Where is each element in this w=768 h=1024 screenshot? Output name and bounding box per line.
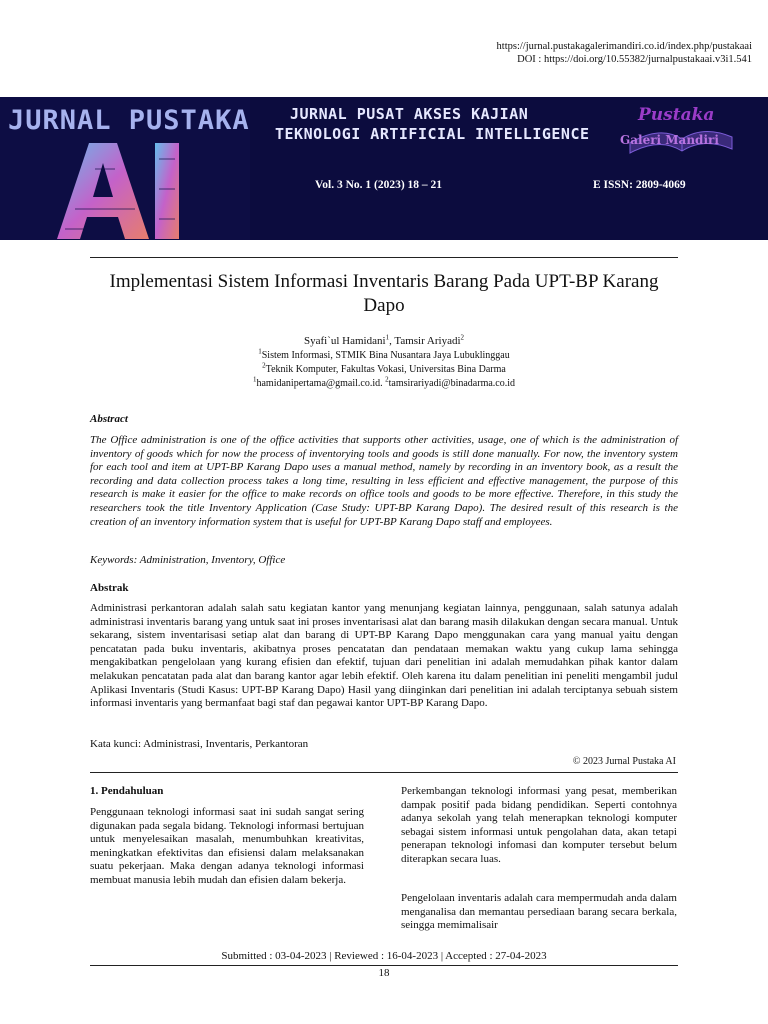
page-number: 18 <box>378 967 390 979</box>
author-1: Syafi`ul Hamidani <box>303 335 386 347</box>
affil-2-sup: 2 <box>262 361 266 370</box>
submission-dates: Submitted : 03-04-2023 | Reviewed : 16-04-2023 | Accepted : 27-04-2023 <box>221 950 547 962</box>
title-line-1: Implementasi Sistem Informasi Inventaris Barang Pada UPT-BP Karang <box>109 271 659 292</box>
email-2[interactable]: tamsirariyadi@binadarma.co.id <box>388 378 515 389</box>
title-line-2: Dapo <box>363 295 405 316</box>
copyright-notice: © 2023 Jurnal Pustaka AI <box>572 756 676 767</box>
affil-1-sup: 1 <box>258 347 262 356</box>
banner-subtitle-1: JURNAL PUSAT AKSES KAJIAN <box>290 105 529 123</box>
journal-banner <box>0 97 768 240</box>
author-separator: , <box>389 335 395 347</box>
abstract-heading: Abstract <box>90 413 128 425</box>
footer-rule <box>90 965 678 966</box>
abstract-keywords: Keywords: Administration, Inventory, Office <box>90 554 286 566</box>
ai-letters: AI <box>55 139 57 140</box>
section-1-right-paragraph-2: Pengelolaan inventaris adalah cara mempermudah anda dalam menganalisa dan memantau persediaan barang secara berkala, seingga memimalisair <box>401 892 677 932</box>
email-1[interactable]: hamidanipertama@gmail.co.id. <box>256 378 383 389</box>
affil-1-text: Sistem Informasi, STMIK Bina Nusantara Jaya Lubuklinggau <box>261 350 510 361</box>
author-1-sup: 1 <box>385 333 390 342</box>
author-line <box>90 334 678 348</box>
doi-link[interactable]: DOI : https://doi.org/10.55382/jurnalpustakaai.v3i1.541 <box>517 54 752 65</box>
journal-name: JURNAL PUSTAKA <box>8 105 250 136</box>
author-emails <box>90 377 678 391</box>
email-2-sup: 2 <box>385 375 389 384</box>
author-2-sup: 2 <box>460 333 465 342</box>
abstrak-keywords: Kata kunci: Administrasi, Inventaris, Perkantoran <box>90 738 309 750</box>
section-1-heading: 1. Pendahuluan <box>90 785 164 797</box>
author-2: Tamsir Ariyadi <box>394 335 461 347</box>
issn-info: E ISSN: 2809-4069 <box>593 179 686 191</box>
journal-url[interactable]: https://jurnal.pustakagalerimandiri.co.id/index.php/pustakaai <box>496 41 752 52</box>
volume-info: Vol. 3 No. 1 (2023) 18 – 21 <box>315 179 443 191</box>
logo-text-galeri: Galeri Mandiri <box>620 133 719 147</box>
abstract-text: The Office administration is one of the office activities that supports other activities, usage, one of which is the administration of inventory of goods which for now the process of inventorying tools and goods is still done manually. For now, the inventory system for each tool and item at UPT-BP Karang Dapo uses a manual method, namely by recording in an inventory book, as a result the recording and data collection process takes a long time, resulting in less efficient and effective management, the purpose of this research is make it easier for the office to make records on office tools and goods to be more effective. Therefore, in this study the researchers took the title Inventory Application (Case Study: UPT-BP Karang Dapo). The desired result of this research is the creation of an inventory information system that is useful for UPT-BP Karang Dapo staff and employees. <box>90 434 678 528</box>
banner-subtitle-2: TEKNOLOGI ARTIFICIAL INTELLIGENCE <box>275 125 590 143</box>
section-1-right-paragraph-1: Perkembangan teknologi informasi yang pesat, memberikan dampak positif pada bidang pendidikan. Seperti contohnya adanya sekolah yang telah menerapkan teknologi komputer sebagai sistem informasi untuk pengolahan data, akan tetapi penerapan teknologi infomasi dan komputer tersebut belum diterapkan secara luas. <box>401 785 677 865</box>
ai-logo-graphic <box>55 139 185 240</box>
affiliation-1 <box>90 349 678 363</box>
affiliation-2 <box>90 363 678 377</box>
affil-2-text: Teknik Komputer, Fakultas Vokasi, Universitas Bina Darma <box>265 364 506 375</box>
abstract-bottom-rule <box>90 772 678 773</box>
banner-left-panel <box>0 97 250 240</box>
abstrak-heading: Abstrak <box>90 582 129 594</box>
publisher-logo <box>620 105 735 155</box>
email-1-sup: 1 <box>252 375 257 384</box>
title-top-rule <box>90 257 678 258</box>
paper-title <box>90 270 678 318</box>
abstrak-text: Administrasi perkantoran adalah salah satu kegiatan kantor yang menunjang kegiatan lainnya, penggunaan, salah satunya adalah administrasi inventaris barang yang untuk saat ini proses inventarisasi alat dan barang masih dilakukan dengan secara manual. Untuk sekarang, sistem inventarisasi setiap alat dan barang di UPT-BP Karang Dapo menggunakan cara yang manual yaitu dengan pencatatan pada buku inventaris, akibatnya proses pencatatan dan pendataan memakan waktu yang cukup lama sehingga mengakibatkan pengelolaan yang kurang efisien dan efektif, tujuan dari penelitian ini adalah memudahkan pihak kantor dalam melakukan pencatatan pada alat dan barang kantor agar lebih efektif. Oleh karena itu dalam penelitian ini peneliti mengambil judul Aplikasi Inventaris (Studi Kasus: UPT-BP Karang Dapo) Hasil yang diinginkan dari penelitian ini adalah terciptanya sebuah sistem informasi inventaris yang bermanfaat bagi staf dan pegawai kantor UPT-BP Karang Dapo. <box>90 602 678 710</box>
journal-header-links <box>497 40 752 66</box>
section-1-left-paragraph: Penggunaan teknologi informasi saat ini sudah sangat sering digunakan pada segala bidang. Teknologi informasi bertujuan untuk menyelesaikan masalah, menumbuhkan kreativitas, meningkatkan efektivitas dan efisiensi dalam melaksanakan suatu pekerjaan. Maka dengan adanya teknologi informasi membuat manusia lebih mudah dan efisien dalam bekerja. <box>90 806 364 886</box>
logo-text-pustaka: Pustaka <box>638 105 715 125</box>
